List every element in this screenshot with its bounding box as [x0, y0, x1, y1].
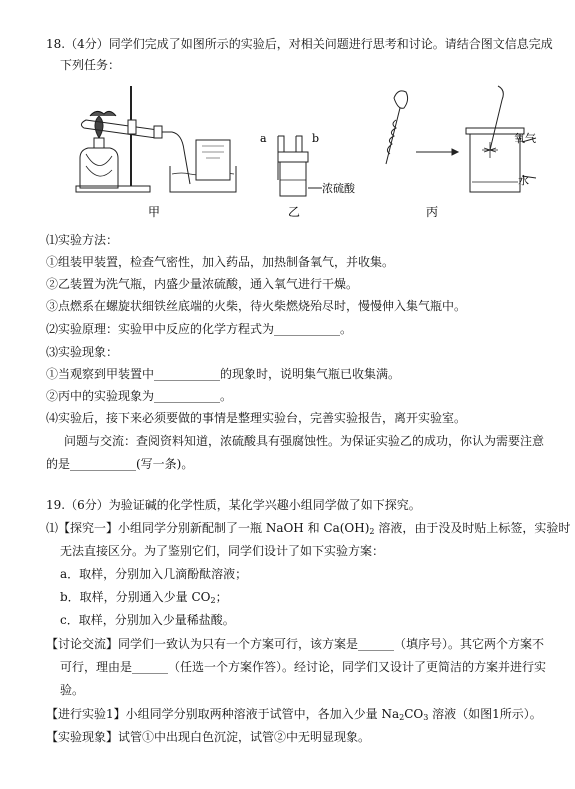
caption-bing: 丙: [426, 205, 439, 219]
wash-bottle: [280, 162, 306, 196]
s4-after: ⑷实验后，接下来必须要做的事情是整理实验台，完善实验报告，离开实验室。: [46, 411, 467, 425]
s1-step3: ③点燃系在螺旋状细铁丝底端的火柴，待火柴燃烧殆尽时，慢慢伸入集气瓶中。: [46, 299, 467, 313]
s5-discussion-cont: 的是___________(写一条)。: [46, 457, 194, 471]
sparks-icon: [482, 142, 498, 158]
phenomenon-1: 【实验现象】试管①中出现白色沉淀，试管②中无明显现象。: [46, 730, 371, 744]
discussion-2: 可行，理由是______（任选一个方案作答）。经讨论，同学们又设计了更简洁的方案并进行实: [60, 660, 547, 674]
s1-step2: ②乙装置为洗气瓶，内盛少量浓硫酸，通入氧气进行干燥。: [46, 277, 359, 291]
s5-discussion: 问题与交流：查阅资料知道，浓硫酸具有强腐蚀性。为保证实验乙的成功，你认为需要注意: [64, 434, 545, 448]
s2-principle: ⑵实验原理：实验甲中反应的化学方程式为___________。: [46, 322, 353, 336]
label-concentrated-acid: 浓硫酸: [322, 182, 355, 195]
q18-figure: [66, 80, 546, 222]
spiral-wire: [386, 108, 400, 164]
clamp: [128, 120, 136, 134]
option-c: c．取样，分别加入少量稀盐酸。: [60, 613, 235, 627]
option-b: b．取样，分别通入少量 $CO_2$；: [60, 590, 228, 605]
oxygen-jar: [470, 134, 520, 192]
caption-jia: 甲: [148, 205, 161, 219]
stopper: [154, 126, 162, 138]
apparatus-jia: [76, 86, 236, 192]
lamp-neck: [94, 138, 104, 148]
label-oxygen: 氧气: [514, 132, 536, 145]
q19-p1: ⑴【探究一】小组同学分别新配制了一瓶 NaOH 和 $Ca(OH)_2$ 溶液，由于没及时贴上标签，实验时: [46, 521, 571, 536]
discussion-3: 验。: [60, 683, 85, 697]
q19-heading: 19.（6分）为验证碱的化学性质，某化学兴趣小组同学做了如下探究。: [46, 498, 421, 512]
delivery-tube: [162, 132, 190, 184]
lamp-flame: [95, 116, 103, 138]
q18-heading-cont: 下列任务：: [60, 58, 121, 72]
experiment-1: 【进行实验1】小组同学分别取两种溶液于试管中，各加入少量 $Na_2CO_3$ 溶液（如图1所示）。: [46, 707, 542, 722]
s1-step1: ①组装甲装置，检查气密性，加入药品，加热制备氧气，并收集。: [46, 255, 395, 269]
label-b: b: [312, 132, 320, 145]
stand-base: [76, 186, 150, 192]
alcohol-lamp: [80, 148, 118, 188]
discussion-1: 【讨论交流】同学们一致认为只有一个方案可行，该方案是______（填序号）。其它两个方案不: [46, 637, 545, 651]
test-tube: [81, 120, 158, 138]
q19-p1-cont: 无法直接区分。为了鉴别它们，同学们设计了如下实验方案：: [60, 544, 385, 558]
hand-left: [394, 91, 408, 108]
wire-in-jar: [490, 86, 503, 150]
s3-item1: ①当观察到甲装置中___________的现象时，说明集气瓶已收集满。: [46, 367, 401, 381]
s1-title: ⑴实验方法：: [46, 233, 119, 247]
s3-item2: ②丙中的实验现象为___________。: [46, 389, 233, 403]
q18-heading: 18.（4分）同学们完成了如图所示的实验后，对相关问题进行思考和讨论。请结合图文信息完成: [46, 37, 553, 51]
arrow-head-icon: [452, 149, 458, 155]
option-a: a．取样，分别加入几滴酚酞溶液；: [60, 567, 248, 581]
s3-title: ⑶实验现象：: [46, 345, 119, 359]
label-a: a: [260, 132, 267, 145]
apparatus-yi: [278, 136, 322, 196]
caption-yi: 乙: [288, 205, 301, 219]
bottle-stopper: [278, 152, 308, 162]
tube-b: [278, 136, 302, 152]
label-water: 水: [518, 174, 529, 187]
